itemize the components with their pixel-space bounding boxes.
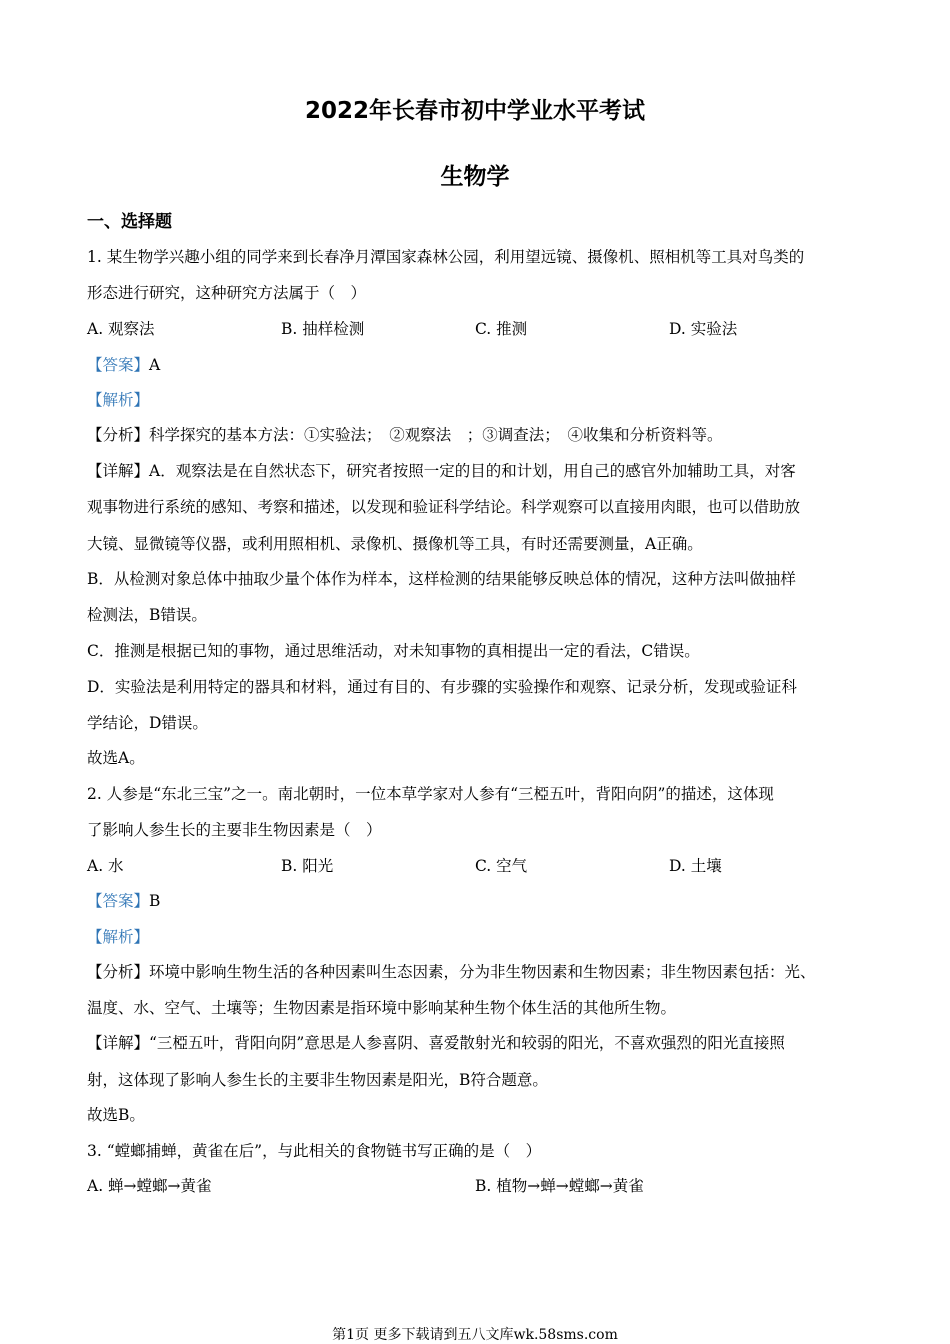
q1-option-b: B. 抽样检测 xyxy=(281,320,365,338)
q1-answer xyxy=(87,354,877,376)
answer-value: B xyxy=(149,892,161,910)
q1-stem-line1: 1. 某生物学兴趣小组的同学来到长春净月潭国家森林公园，利用望远镜、摄像机、照相机等工具对鸟类的 xyxy=(87,248,805,266)
q3-option-b: B. 植物→蝉→螳螂→黄雀 xyxy=(475,1177,644,1195)
q1-option-d: D. 实验法 xyxy=(669,320,738,338)
q1-b-line1: B．从检测对象总体中抽取少量个体作为样本，这样检测的结果能够反映总体的情况，这种方法叫做抽样 xyxy=(87,570,796,588)
q1-conclusion: 故选A。 xyxy=(87,749,145,767)
q1-b-line2: 检测法，B错误。 xyxy=(87,606,207,624)
q2-conclusion: 故选B。 xyxy=(87,1106,145,1124)
q1-detail-line1: 【详解】A．观察法是在自然状态下，研究者按照一定的目的和计划，用自己的感官外加辅助工具，对客 xyxy=(87,462,796,480)
q2-stem-line2: 了影响人参生长的主要非生物因素是（ ） xyxy=(87,821,382,839)
q1-d-line2: 学结论，D错误。 xyxy=(87,714,208,732)
q1-c-line1: C．推测是根据已知的事物，通过思维活动，对未知事物的真相提出一定的看法，C错误。 xyxy=(87,642,700,660)
answer-label: 【答案】 xyxy=(87,892,150,910)
q2-answer xyxy=(87,890,877,912)
q2-option-a: A. 水 xyxy=(87,857,124,875)
section-heading: 一、选择题 xyxy=(87,212,172,232)
q2-analysis-label: 【解析】 xyxy=(87,928,150,946)
answer-value: A xyxy=(149,356,161,374)
q2-option-d: D. 土壤 xyxy=(669,857,722,875)
q2-detail-line2: 射，这体现了影响人参生长的主要非生物因素是阳光，B符合题意。 xyxy=(87,1071,548,1089)
q1-d-line1: D．实验法是利用特定的器具和材料，通过有目的、有步骤的实验操作和观察、记录分析，发现或验证科 xyxy=(87,678,797,696)
page-footer: 第1页 更多下载请到五八文库wk.58sms.com xyxy=(332,1327,618,1343)
q2-option-c: C. 空气 xyxy=(475,857,528,875)
q1-analysis-label: 【解析】 xyxy=(87,391,150,409)
exam-title: 2022年长春市初中学业水平考试 xyxy=(304,98,645,124)
q2-fenxi-line1: 【分析】环境中影响生物生活的各种因素叫生态因素，分为非生物因素和生物因素；非生物因素包括：光、 xyxy=(87,963,816,981)
q2-stem-line1: 2. 人参是“东北三宝”之一。南北朝时，一位本草学家对人参有“三椏五叶，背阳向阴”的描述，这体现 xyxy=(87,785,774,803)
q2-fenxi-line2: 温度、水、空气、土壤等；生物因素是指环境中影响某种生物个体生活的其他所生物。 xyxy=(87,999,677,1017)
q3-option-a: A. 蝉→螳螂→黄雀 xyxy=(87,1177,212,1195)
exam-subject: 生物学 xyxy=(440,164,510,190)
q2-detail-line1: 【详解】“三椏五叶，背阳向阴”意思是人参喜阴、喜爱散射光和较弱的阳光，不喜欢强烈的阳光直接照 xyxy=(87,1034,785,1052)
q1-option-c: C. 推测 xyxy=(475,320,528,338)
q1-detail-line3: 大镜、显微镜等仪器，或利用照相机、录像机、摄像机等工具，有时还需要测量，A正确。 xyxy=(87,535,703,553)
answer-label: 【答案】 xyxy=(87,356,150,374)
q1-fenxi: 【分析】科学探究的基本方法：①实验法； ②观察法 ；③调查法； ④收集和分析资料等。 xyxy=(87,426,723,444)
q1-stem-line2: 形态进行研究，这种研究方法属于（ ） xyxy=(87,284,367,302)
q1-detail-line2: 观事物进行系统的感知、考察和描述，以发现和验证科学结论。科学观察可以直接用肉眼，也可以借助放 xyxy=(87,498,801,516)
q2-option-b: B. 阳光 xyxy=(281,857,334,875)
q1-option-a: A. 观察法 xyxy=(87,320,155,338)
q3-stem-line1: 3. “螳螂捕蝉，黄雀在后”，与此相关的食物链书写正确的是（ ） xyxy=(87,1142,542,1160)
